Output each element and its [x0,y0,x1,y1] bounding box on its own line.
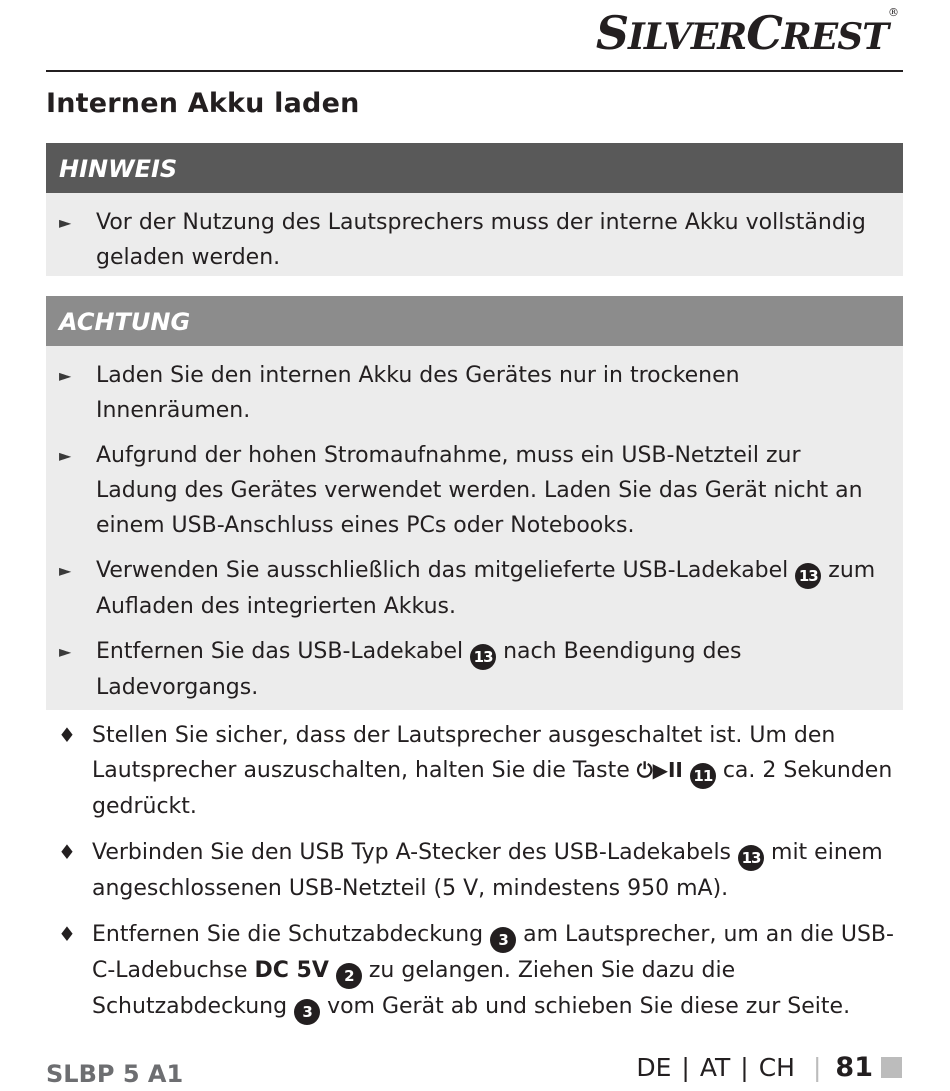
reference-number-3: 3 [294,999,320,1025]
page-number: 81 [835,1052,873,1083]
arrow-bullet-icon: ► [59,446,72,465]
reference-number-13: 13 [738,845,764,871]
diamond-bullet-icon: ♦ [58,840,76,864]
caution-item: ► Laden Sie den internen Akku des Gerätes nur in trockenen Innenräumen. [59,358,889,428]
caution-box [46,296,903,710]
reference-number-11: 11 [690,763,716,789]
step-item: ♦ Entfernen Sie die Schutzabdeckung 3 am Lautsprecher, um an die USB-C-Ladebuchse DC 5V 2 zu gelangen. Ziehen Sie dazu die Schutzabdeckung 3 vom Gerät ab und schieben Sie diese zur Seite. [46,917,903,1025]
arrow-bullet-icon: ► [59,366,72,385]
separator: | [740,1053,749,1082]
separator: | [681,1053,690,1082]
footer-nav [636,1052,902,1083]
note-heading: HINWEIS [46,143,903,193]
power-play-pause-icon: ⏻▶II [636,758,683,782]
brand-logo: SILVERCREST® [595,6,898,60]
reference-number-13: 13 [470,644,496,670]
caution-item: ► Aufgrund der hohen Stromaufnahme, muss ein USB-Netzteil zur Ladung des Gerätes verwendet werden. Laden Sie das Gerät nicht an einem USB-Anschluss eines PCs oder Notebooks. [59,438,889,543]
country-ch: CH [758,1053,795,1082]
arrow-bullet-icon: ► [59,561,72,580]
model-number: SLBP 5 A1 [46,1060,184,1088]
diamond-bullet-icon: ♦ [58,723,76,747]
note-item: ► Vor der Nutzung des Lautsprechers muss der interne Akku vollständig geladen werden. [59,205,889,275]
arrow-bullet-icon: ► [59,642,72,661]
page-marker-square [881,1057,902,1078]
step-item: ♦ Verbinden Sie den USB Typ A-Stecker des USB-Ladekabels 13 mit einem angeschlossenen USB-Netzteil (5 V, mindestens 950 mA). [46,835,903,906]
header-rule [46,70,903,72]
separator: | [812,1053,822,1082]
reference-number-3: 3 [490,927,516,953]
caution-heading: ACHTUNG [46,296,903,346]
arrow-bullet-icon: ► [59,213,72,232]
country-at: AT [699,1053,731,1082]
country-de: DE [636,1053,672,1082]
section-title: Internen Akku laden [46,88,360,119]
step-item: ♦ Stellen Sie sicher, dass der Lautsprecher ausgeschaltet ist. Um den Lautsprecher auszuschalten, halten Sie die Taste ⏻▶II 11 ca. 2 Sekunden gedrückt. [46,718,903,824]
caution-item: ► Entfernen Sie das USB-Ladekabel 13 nach Beendigung des Ladevorgangs. [59,634,889,705]
note-box [46,143,903,276]
diamond-bullet-icon: ♦ [58,922,76,946]
reference-number-2: 2 [336,963,362,989]
instruction-steps [46,718,903,1036]
caution-item: ► Verwenden Sie ausschließlich das mitgelieferte USB-Ladekabel 13 zum Aufladen des integrierten Akkus. [59,553,889,624]
reference-number-13: 13 [795,563,821,589]
